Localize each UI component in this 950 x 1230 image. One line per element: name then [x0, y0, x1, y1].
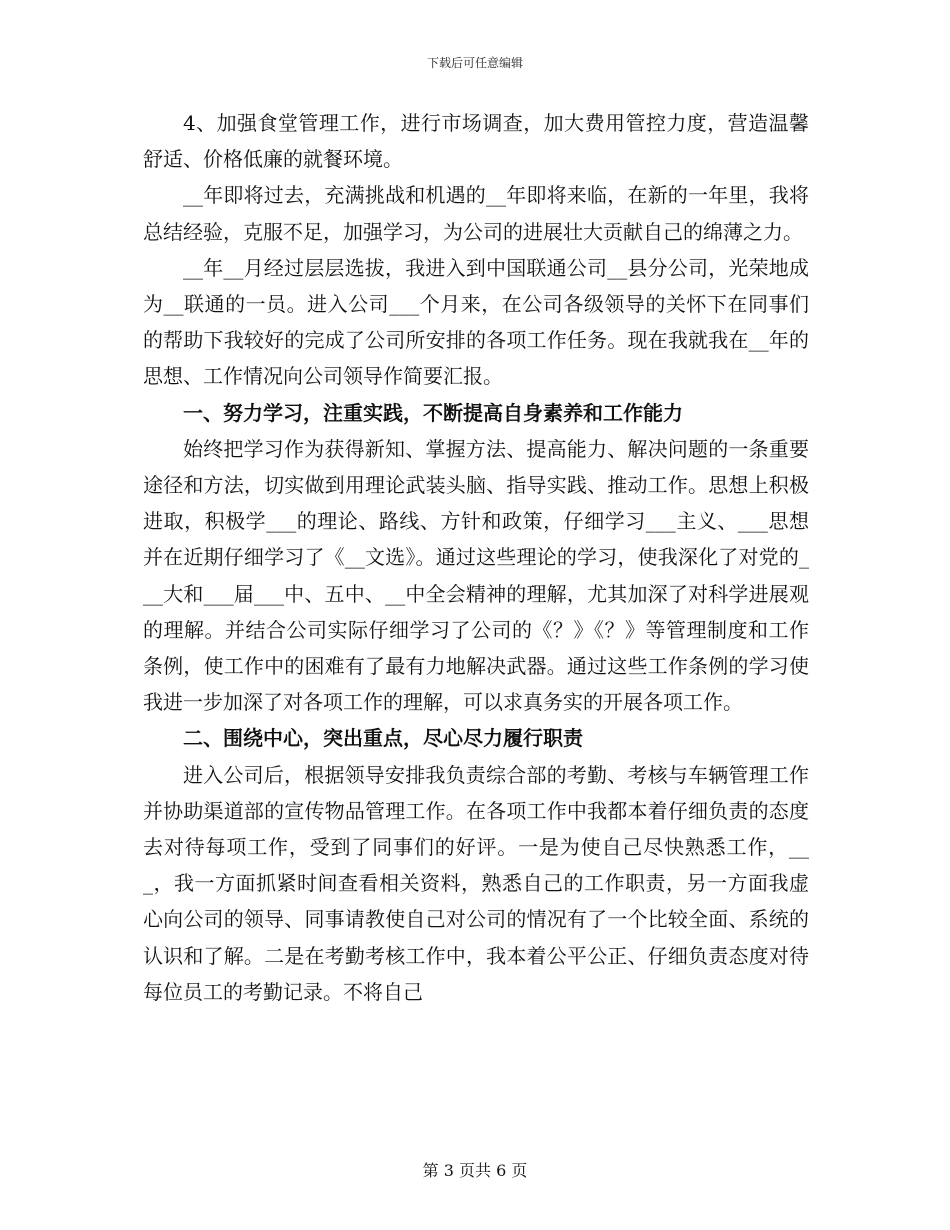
document-body — [143, 105, 809, 1010]
paragraph-duties: 进入公司后，根据领导安排我负责综合部的考勤、考核与车辆管理工作并协助渠道部的宣传物品管理工作。在各项工作中我都本着仔细负责的态度去对待每项工作，受到了同事们的好评。一是为使自己尽快熟悉工作，___，我一方面抓紧时间查看相关资料，熟悉自己的工作职责，另一方面我虚心向公司的领导、同事请教使自己对公司的情况有了一个比较全面、系统的认识和了解。二是在考勤考核工作中，我本着公平公正、仔细负责态度对待每位员工的考勤记录。不将自己 — [143, 762, 809, 1004]
page-footer: 第 3 页共 6 页 — [422, 1161, 528, 1180]
section-heading-duties: 二、围绕中心，突出重点，尽心尽力履行职责 — [183, 726, 583, 751]
paragraph-study: 始终把学习作为获得新知、掌握方法、提高能力、解决问题的一条重要途径和方法，切实做到用理论武装头脑、指导实践、推动工作。思想上积极进取，积极学___的理论、路线、方针和政策，仔细学习___主义、___思想并在近期仔细学习了《__文选》。通过这些理论的学习，使我深化了对党的___大和___届___中、五中、__中全会精神的理解，尤其加深了对科学进展观的理解。并结合公司实际仔细学习了公司的《？》《？》等管理制度和工作条例，使工作中的困难有了最有力地解决武器。通过这些工作条例的学习使我进一步加深了对各项工作的理解，可以求真务实的开展各项工作。 — [143, 436, 809, 715]
paragraph-year-end: __年即将过去，充满挑战和机遇的__年即将来临，在新的一年里，我将总结经验，克服不足，加强学习，为公司的进展壮大贡献自己的绵薄之力。 — [143, 183, 809, 244]
paragraph-introduction: __年__月经过层层选拔，我进入到中国联通公司__县分公司，光荣地成为__联通的一员。进入公司___个月来，在公司各级领导的关怀下在同事们的帮助下我较好的完成了公司所安排的各项工作任务。现在我就我在__年的思想、工作情况向公司领导作简要汇报。 — [143, 255, 809, 389]
page-header: 下载后可任意编辑 — [426, 56, 523, 70]
paragraph-canteen: 4、加强食堂管理工作，进行市场调查，加大费用管控力度，营造温馨舒适、价格低廉的就餐环境。 — [143, 111, 809, 172]
section-heading-study: 一、努力学习，注重实践，不断提高自身素养和工作能力 — [183, 400, 683, 425]
